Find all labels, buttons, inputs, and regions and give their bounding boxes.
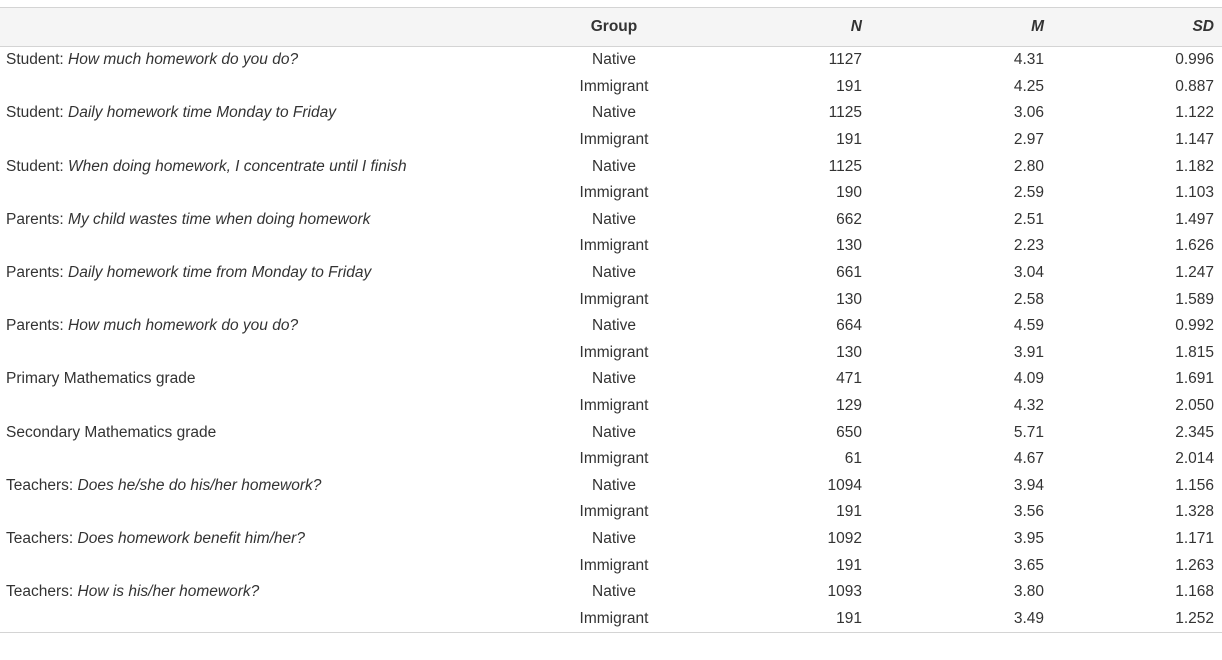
row-label (0, 393, 526, 420)
table-row (0, 499, 1222, 526)
table-row (0, 552, 1222, 579)
group-cell: Immigrant (579, 77, 649, 95)
row-label (0, 579, 526, 606)
table-row (0, 233, 1222, 260)
n-cell: 1127 (828, 51, 862, 69)
n-cell: 1125 (828, 104, 862, 122)
sd-cell: 1.122 (1175, 104, 1214, 122)
mean-cell: 2.59 (1013, 184, 1044, 202)
n-cell: 129 (836, 397, 862, 415)
sd-cell: 1.147 (1175, 131, 1214, 149)
mean-cell: 4.67 (1013, 450, 1044, 468)
table-row (0, 313, 1222, 340)
table-row (0, 260, 1222, 287)
row-label-question: Daily homework time from Monday to Friday (68, 264, 372, 282)
table-row (0, 366, 1222, 393)
row-label (0, 260, 526, 287)
table-row (0, 286, 1222, 313)
group-cell: Immigrant (579, 343, 649, 361)
mean-cell: 2.23 (1013, 237, 1044, 255)
group-cell: Native (592, 476, 636, 494)
n-cell: 664 (836, 317, 862, 335)
header-label (0, 8, 526, 47)
table-body (0, 47, 1222, 633)
mean-cell: 3.80 (1013, 583, 1044, 601)
row-label (0, 499, 526, 526)
mean-cell: 2.97 (1013, 131, 1044, 149)
row-label-question: How much homework do you do? (68, 51, 299, 69)
row-label-prefix: Parents: (6, 210, 69, 228)
row-label-question: Daily homework time Monday to Friday (68, 104, 336, 122)
n-cell: 662 (836, 210, 862, 228)
row-label (0, 366, 526, 393)
group-cell: Immigrant (579, 237, 649, 255)
row-label (0, 446, 526, 473)
row-label-prefix: Student: (6, 157, 69, 175)
table-row (0, 526, 1222, 553)
n-cell: 1092 (827, 529, 862, 547)
row-label (0, 473, 526, 500)
sd-cell: 1.252 (1050, 605, 1222, 632)
row-label-prefix: Parents: (6, 264, 69, 282)
sd-cell: 1.182 (1175, 157, 1214, 175)
mean-cell: 3.49 (864, 605, 1050, 632)
row-label-prefix: Parents: (6, 317, 69, 335)
sd-cell: 1.328 (1175, 503, 1214, 521)
row-label (0, 180, 526, 207)
table-row (0, 446, 1222, 473)
table-row (0, 127, 1222, 154)
row-label (0, 100, 526, 127)
group-cell: Native (592, 157, 636, 175)
group-cell: Native (592, 264, 636, 282)
group-cell: Native (592, 529, 636, 547)
n-cell: 191 (836, 503, 862, 521)
row-label (0, 47, 526, 74)
group-cell: Native (592, 317, 636, 335)
sd-cell: 0.887 (1175, 77, 1214, 95)
mean-cell: 5.71 (1013, 423, 1044, 441)
sd-cell: 2.345 (1175, 423, 1214, 441)
n-cell: 661 (836, 264, 862, 282)
sd-cell: 1.171 (1175, 529, 1214, 547)
header-n: N (702, 8, 864, 47)
n-cell: 191 (836, 77, 862, 95)
n-cell: 130 (836, 290, 862, 308)
table-row (0, 419, 1222, 446)
group-cell: Native (592, 583, 636, 601)
mean-cell: 3.65 (1013, 556, 1044, 574)
sd-cell: 1.589 (1175, 290, 1214, 308)
sd-cell: 1.103 (1175, 184, 1214, 202)
sd-cell: 0.992 (1175, 317, 1214, 335)
row-label-question: How much homework do you do? (68, 317, 299, 335)
table-row (0, 579, 1222, 606)
n-cell: 1125 (828, 157, 862, 175)
row-label-prefix: Teachers: (6, 583, 78, 601)
row-label (0, 233, 526, 260)
table-row (0, 393, 1222, 420)
n-cell: 650 (836, 423, 862, 441)
sd-cell: 1.497 (1175, 210, 1214, 228)
sd-cell: 1.626 (1175, 237, 1214, 255)
row-label-prefix: Teachers: (6, 476, 78, 494)
row-label-text: Primary Mathematics grade (6, 370, 196, 388)
mean-cell: 4.31 (1013, 51, 1044, 69)
statistics-table (0, 7, 1222, 633)
table-row (0, 100, 1222, 127)
mean-cell: 4.09 (1013, 370, 1044, 388)
header-m: M (864, 8, 1050, 47)
n-cell: 471 (836, 370, 862, 388)
row-label (0, 313, 526, 340)
row-label (0, 286, 526, 313)
sd-cell: 1.247 (1175, 264, 1214, 282)
row-label (0, 207, 526, 234)
mean-cell: 3.95 (1013, 529, 1044, 547)
row-label (0, 127, 526, 154)
table-header-row (0, 8, 1222, 47)
mean-cell: 3.06 (1013, 104, 1044, 122)
row-label-question: When doing homework, I concentrate until I finish (68, 157, 407, 175)
table-row (0, 473, 1222, 500)
group-cell: Native (592, 51, 636, 69)
row-label-prefix: Student: (6, 104, 69, 122)
row-label-text: Secondary Mathematics grade (6, 423, 217, 441)
group-cell: Immigrant (579, 503, 649, 521)
group-cell: Immigrant (579, 450, 649, 468)
sd-cell: 2.014 (1175, 450, 1214, 468)
group-cell: Native (592, 104, 636, 122)
group-cell: Immigrant (579, 131, 649, 149)
group-cell: Native (592, 370, 636, 388)
sd-cell: 1.815 (1175, 343, 1214, 361)
row-label-question: Does he/she do his/her homework? (77, 476, 322, 494)
group-cell: Immigrant (579, 397, 649, 415)
row-label (0, 74, 526, 101)
n-cell: 130 (836, 343, 862, 361)
n-cell: 61 (844, 450, 862, 468)
header-sd: SD (1050, 8, 1222, 47)
sd-cell: 1.691 (1175, 370, 1214, 388)
n-cell: 190 (836, 184, 862, 202)
row-label-question: How is his/her homework? (77, 583, 260, 601)
n-cell: 130 (836, 237, 862, 255)
group-cell: Immigrant (579, 184, 649, 202)
mean-cell: 3.94 (1013, 476, 1044, 494)
table-row (0, 153, 1222, 180)
row-label-prefix: Student: (6, 51, 69, 69)
sd-cell: 1.263 (1175, 556, 1214, 574)
table-row (0, 180, 1222, 207)
header-group: Group (526, 8, 702, 47)
table-row (0, 74, 1222, 101)
sd-cell: 1.156 (1175, 476, 1214, 494)
sd-cell: 0.996 (1175, 51, 1214, 69)
group-cell: Native (592, 210, 636, 228)
table-row (0, 605, 1222, 632)
row-label (0, 340, 526, 367)
mean-cell: 4.59 (1013, 317, 1044, 335)
row-label (0, 605, 526, 632)
n-cell: 1093 (827, 583, 862, 601)
n-cell: 191 (836, 131, 862, 149)
sd-cell: 2.050 (1175, 397, 1214, 415)
n-cell: 191 (702, 605, 864, 632)
row-label-prefix: Teachers: (6, 529, 78, 547)
row-label-question: My child wastes time when doing homework (68, 210, 371, 228)
table-row (0, 340, 1222, 367)
table-row (0, 207, 1222, 234)
group-cell: Immigrant (579, 556, 649, 574)
table-row (0, 47, 1222, 74)
mean-cell: 2.80 (1013, 157, 1044, 175)
mean-cell: 4.32 (1013, 397, 1044, 415)
row-label-question: Does homework benefit him/her? (77, 529, 305, 547)
mean-cell: 4.25 (1013, 77, 1044, 95)
mean-cell: 3.04 (1013, 264, 1044, 282)
n-cell: 191 (836, 556, 862, 574)
row-label (0, 153, 526, 180)
mean-cell: 3.56 (1013, 503, 1044, 521)
n-cell: 1094 (827, 476, 862, 494)
group-cell: Immigrant (526, 605, 702, 632)
group-cell: Native (592, 423, 636, 441)
group-cell: Immigrant (579, 290, 649, 308)
mean-cell: 2.58 (1013, 290, 1044, 308)
row-label (0, 419, 526, 446)
mean-cell: 3.91 (1013, 343, 1044, 361)
row-label (0, 552, 526, 579)
row-label (0, 526, 526, 553)
mean-cell: 2.51 (1013, 210, 1044, 228)
sd-cell: 1.168 (1175, 583, 1214, 601)
